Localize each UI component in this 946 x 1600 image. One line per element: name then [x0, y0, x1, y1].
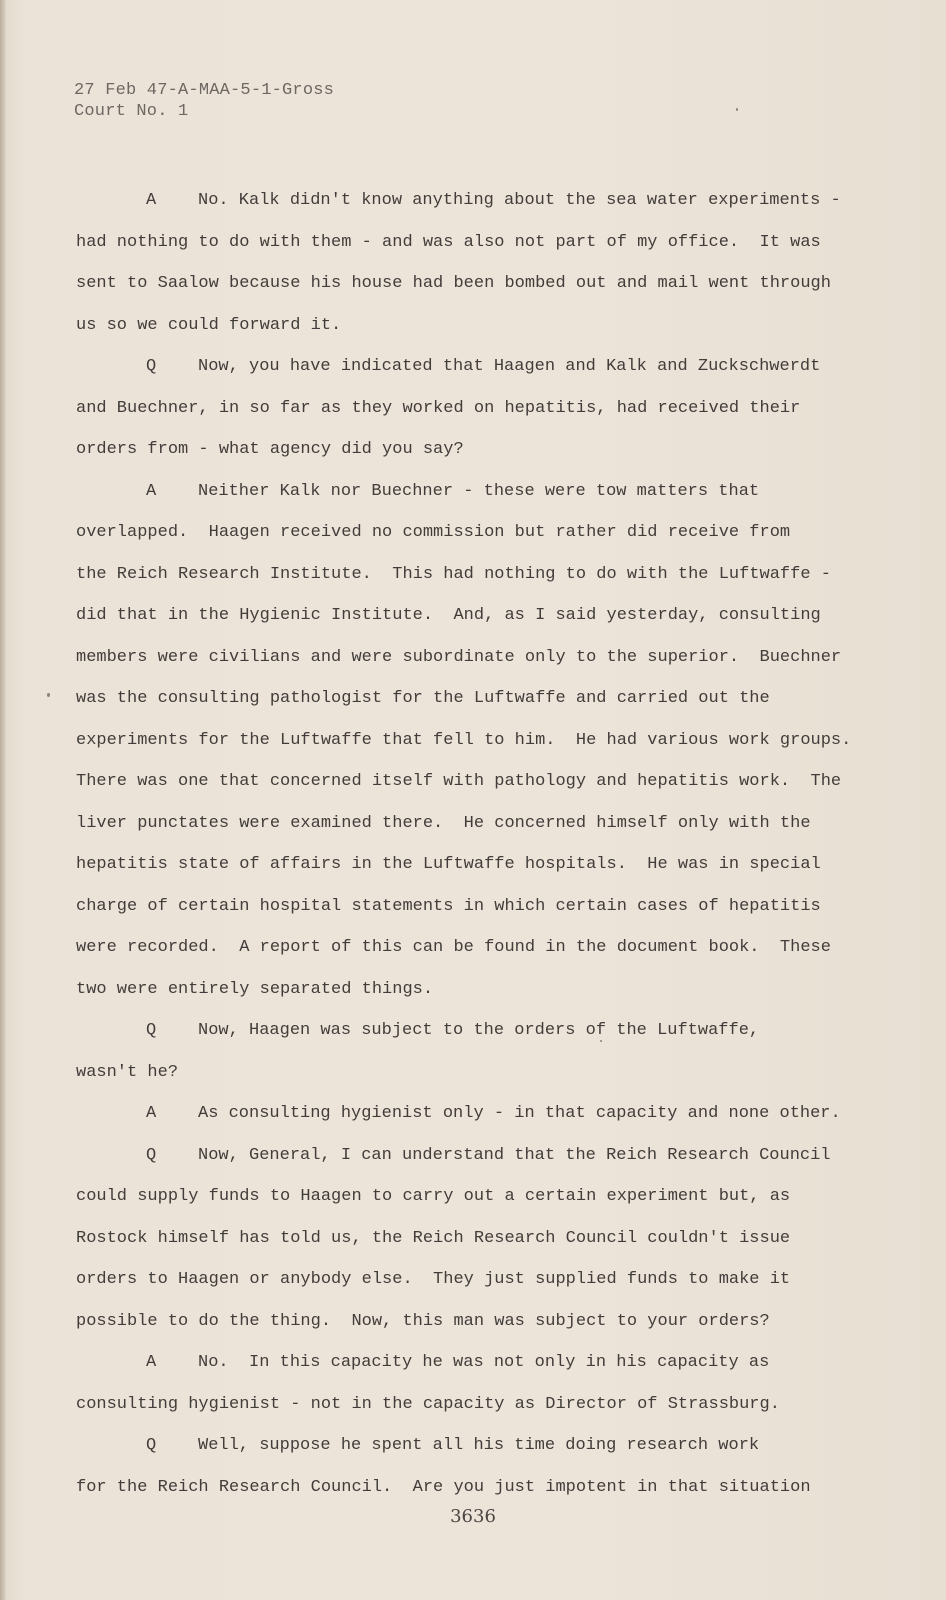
page-number: 3636	[450, 1506, 496, 1527]
transcript-line: orders to Haagen or anybody else. They just supplied funds to make it	[76, 1270, 791, 1289]
transcript-line: sent to Saalow because his house had been bombed out and mail went through	[76, 274, 831, 293]
speaker-label: A	[146, 481, 157, 501]
transcript-line	[76, 180, 856, 222]
transcript-line: two were entirely separated things.	[76, 979, 434, 999]
speaker-label: Q	[146, 357, 157, 376]
transcript-line: overlapped. Haagen received no commission but rather did receive from	[76, 523, 791, 542]
transcript-line: and Buechner, in so far as they worked on hepatitis, had received their	[76, 398, 801, 418]
paper-speck	[47, 693, 50, 697]
line-text: No. In this capacity he was not only in his capacity as	[198, 1353, 770, 1372]
transcript-line: the Reich Research Institute. This had nothing to do with the Luftwaffe -	[76, 564, 831, 584]
paper-speck	[600, 1040, 602, 1042]
transcript-line: wasn't he?	[76, 1062, 179, 1082]
speaker-label: Q	[146, 1145, 157, 1165]
speaker-label: Q	[146, 1436, 157, 1455]
speaker-label: A	[146, 1104, 157, 1123]
speaker-label: A	[146, 1353, 157, 1372]
line-text: No. Kalk didn't know anything about the sea water experiments -	[198, 191, 841, 210]
header-reference: 27 Feb 47-A-MAA-5-1-Gross	[74, 81, 335, 100]
speaker-label: A	[146, 191, 157, 210]
transcript-body	[76, 180, 856, 1508]
document-header	[74, 80, 334, 122]
transcript-line: was the consulting pathologist for the Luftwaffe and carried out the	[76, 689, 770, 708]
transcript-line: charge of certain hospital statements in which certain cases of hepatitis	[76, 896, 821, 916]
transcript-line: hepatitis state of affairs in the Luftwaffe hospitals. He was in special	[76, 855, 821, 874]
transcript-line: members were civilians and were subordinate only to the superior. Buechner	[76, 647, 842, 667]
transcript-line	[76, 471, 856, 513]
line-text: As consulting hygienist only - in that capacity and none other.	[198, 1104, 841, 1123]
transcript-line: us so we could forward it.	[76, 315, 342, 335]
transcript-line: liver punctates were examined there. He concerned himself only with the	[76, 813, 811, 833]
transcript-line: consulting hygienist - not in the capacity as Director of Strassburg.	[76, 1394, 780, 1414]
line-text: Now, General, I can understand that the Reich Research Council	[198, 1145, 831, 1165]
transcript-line: possible to do the thing. Now, this man was subject to your orders?	[76, 1311, 770, 1331]
transcript-line: for the Reich Research Council. Are you just impotent in that situation	[76, 1477, 811, 1497]
line-text: Now, Haagen was subject to the orders of the Luftwaffe,	[198, 1021, 760, 1040]
transcript-line	[76, 1342, 856, 1384]
transcript-line	[76, 1135, 856, 1177]
transcript-line: did that in the Hygienic Institute. And, as I said yesterday, consulting	[76, 606, 821, 625]
speaker-label: Q	[146, 1021, 157, 1040]
line-text: Well, suppose he spent all his time doing research work	[198, 1436, 760, 1455]
transcript-line	[76, 1010, 856, 1052]
transcript-line: There was one that concerned itself with pathology and hepatitis work. The	[76, 772, 842, 791]
transcript-line	[76, 1425, 856, 1467]
header-court: Court No. 1	[74, 102, 189, 121]
transcript-line: could supply funds to Haagen to carry out a certain experiment but, as	[76, 1187, 791, 1206]
transcript-line: Rostock himself has told us, the Reich Research Council couldn't issue	[76, 1228, 791, 1248]
line-text: Neither Kalk nor Buechner - these were tow matters that	[198, 481, 760, 501]
line-text: Now, you have indicated that Haagen and Kalk and Zuckschwerdt	[198, 357, 821, 376]
transcript-line: experiments for the Luftwaffe that fell to him. He had various work groups.	[76, 730, 852, 750]
transcript-line: were recorded. A report of this can be found in the document book. These	[76, 938, 831, 957]
transcript-line: orders from - what agency did you say?	[76, 440, 464, 459]
transcript-line	[76, 1093, 856, 1135]
paper-edge	[0, 0, 6, 1600]
paper-speck	[736, 108, 738, 111]
transcript-line: had nothing to do with them - and was also not part of my office. It was	[76, 232, 821, 252]
transcript-line	[76, 346, 856, 388]
